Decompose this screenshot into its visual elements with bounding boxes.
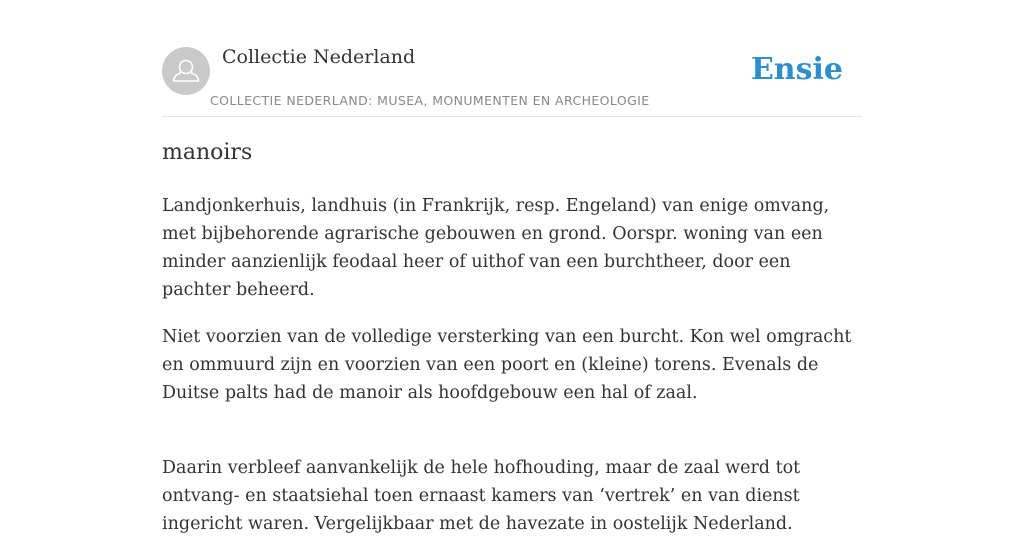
paragraph-1: Landjonkerhuis, landhuis (in Frankrijk, resp. Engeland) van enige omvang, met bijbehorende agrarische gebouwen en grond. Oorspr. woning van een minder aanzienlijk feodaal heer of uithof van een burchtheer, door een pachter beheerd.	[162, 196, 830, 300]
entry-body	[162, 192, 862, 557]
entry-title: manoirs	[162, 140, 253, 165]
source-label[interactable]: COLLECTIE NEDERLAND: MUSEA, MONUMENTEN EN ARCHEOLOGIE	[210, 93, 650, 108]
page	[162, 0, 862, 534]
user-icon	[162, 47, 210, 95]
paragraph-2: Niet voorzien van de volledige versterking van een burcht. Kon wel omgracht en ommuurd zijn en voorzien van een poort en (kleine) torens. Evenals de Duitse palts had de manoir als hoofdgebouw een hal of zaal.	[162, 327, 852, 403]
paragraph-gap	[162, 426, 862, 454]
paragraph-3: Daarin verbleef aanvankelijk de hele hofhouding, maar de zaal werd tot ontvang- en staatsiehal toen ernaast kamers van ‘vertrek’ en van dienst ingericht waren. Vergelijkbaar met de havezate in oostelijk Nederland.	[162, 458, 801, 534]
brand-logo[interactable]: Ensie	[750, 52, 843, 87]
header	[162, 0, 862, 117]
author-name[interactable]: Collectie Nederland	[222, 46, 416, 68]
avatar[interactable]	[162, 47, 210, 95]
